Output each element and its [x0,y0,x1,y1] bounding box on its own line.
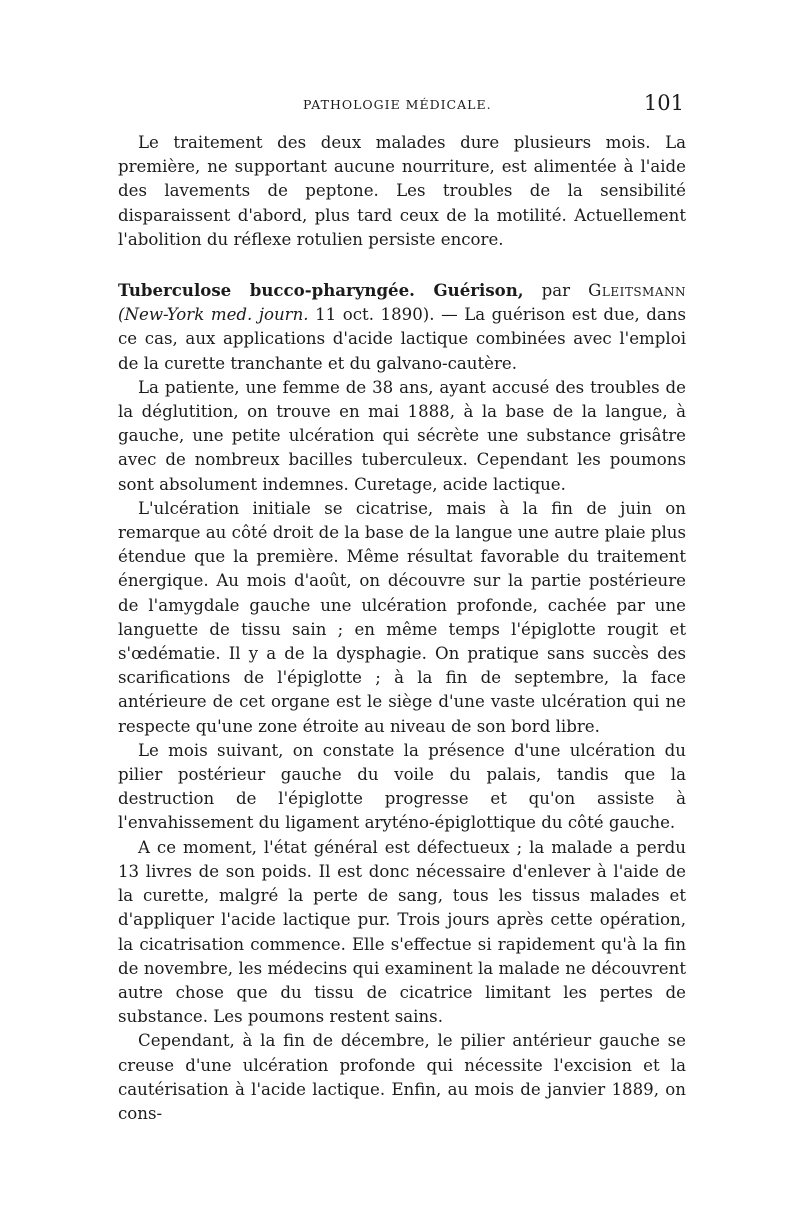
article-date: 11 oct. 1890). [315,305,435,325]
section-gap [118,252,686,278]
article-by: par [541,281,571,301]
article-heading-paragraph [118,278,686,376]
paragraph: L'ulcération initiale se cicatrise, mais à la fin de juin on remarque au côté droit de la base de la langue une autre plaie plus étendue que la première. Même résultat favorable du traitement énergique. Au mois d'août, on découvre sur la partie postérieure de l'amygdale gauche une ulcération profonde, cachée par une languette de tissu sain ; en même temps l'épiglotte rougit et s'œdématie. Il y a de la dysphagie. On pratique sans succès des scarifications de l'épiglotte ; à la fin de septembre, la face antérieure de cet organe est le siège d'une vaste ulcération qui ne respecte qu'une zone étroite au niveau de son bord libre. [118,498,686,736]
paragraph: A ce moment, l'état général est défectueux ; la malade a perdu 13 livres de son poids. Il est donc nécessaire d'enlever à l'aide de la curette, malgré la perte de sang, tous les tissus malades et d'appliquer l'acide lactique pur. Trois jours après cette opération, la cicatrisation commence. Elle s'effectue si rapidement qu'à la fin de novembre, les médecins qui examinent la malade ne découvrent autre chose que du tissu de cicatrice limitant les pertes de substance. Les poumons restent sains. [118,837,686,1027]
article-author: Gleitsmann [588,281,686,301]
paragraph: Le traitement des deux malades dure plusieurs mois. La première, ne supportant aucune nourriture, est alimentée à l'aide des lavements de peptone. Les troubles de la sensibilité disparaissent d'abord, plus tard ceux de la motilité. Actuellement l'abolition du réflexe rotulien persiste encore. [118,133,686,249]
article-source: (New-York med. journ. [118,305,309,325]
running-head: PATHOLOGIE MÉDICALE. [303,97,492,112]
article-summary: — La guérison est due, dans ce cas, aux applications d'acide lactique combinées avec l'emploi de la curette tranchante et du galvano-cautère. [118,305,686,373]
book-page [118,91,686,1126]
page-number: 101 [643,91,684,115]
paragraph: La patiente, une femme de 38 ans, ayant accusé des troubles de la déglutition, on trouve en mai 1888, à la base de la langue, à gauche, une petite ulcération qui sécrète une substance grisâtre avec de nombreux bacilles tuberculeux. Cependant les poumons sont absolument indemnes. Curetage, acide lactique. [118,377,686,494]
paragraph: Cependant, à la fin de décembre, le pilier antérieur gauche se creuse d'une ulcération profonde qui nécessite l'excision et la cautérisation à l'acide lactique. Enfin, au mois de janvier 1889, on cons- [118,1031,686,1123]
paragraph: Le mois suivant, on constate la présence d'une ulcération du pilier postérieur gauche du voile du palais, tandis que la destruction de l'épiglotte progresse et qu'on assiste à l'envahissement du ligament aryténo-épiglottique du côté gauche. [118,740,686,833]
page-header [118,91,686,131]
page-body [118,131,686,1126]
article-title: Tuberculose bucco-pharyngée. Guérison, [118,280,524,301]
